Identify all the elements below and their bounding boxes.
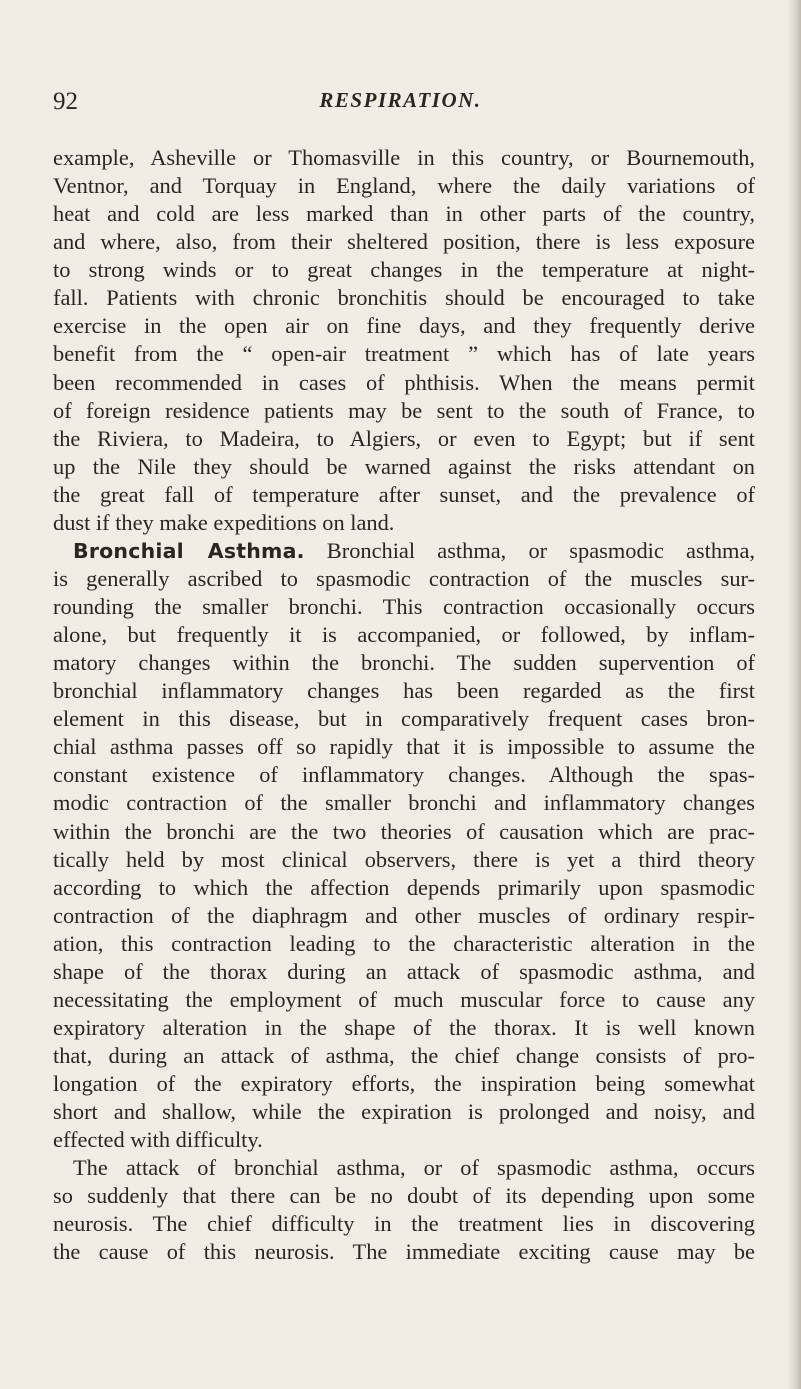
text-line: neurosis. The chief difficulty in the treatment lies in discovering xyxy=(53,1211,755,1237)
text-line: The attack of bronchial asthma, or of spasmodic asthma, occurs xyxy=(73,1155,755,1181)
text-line: bronchial inflammatory changes has been regarded as the first xyxy=(53,678,755,704)
text-line: example, Asheville or Thomasville in this country, or Bournemouth, xyxy=(53,145,755,170)
text-line: constant existence of inflammatory changes. Although the spas- xyxy=(53,762,755,788)
text-line: ation, this contraction leading to the characteristic alteration in the xyxy=(53,930,755,956)
text-line: the cause of this neurosis. The immediate exciting cause may be xyxy=(53,1239,755,1265)
text-line: heat and cold are less marked than in other parts of the country, xyxy=(53,201,755,227)
text-line: expiratory alteration in the shape of the thorax. It is well known xyxy=(53,1014,755,1040)
section-heading: Bronchial Asthma. xyxy=(73,538,305,563)
text-line: benefit from the “ open-air treatment ” which has of late years xyxy=(53,341,755,367)
running-title: RESPIRATION. xyxy=(319,88,482,112)
text-line: matory changes within the bronchi. The sudden supervention of xyxy=(53,650,755,676)
text-line: to strong winds or to great changes in the temperature at night- xyxy=(53,257,755,283)
text-line: chial asthma passes off so rapidly that it is impossible to assume the xyxy=(53,734,755,760)
text-line: exercise in the open air on fine days, and they frequently derive xyxy=(53,313,755,339)
running-head xyxy=(53,88,748,118)
text-line: longation of the expiratory efforts, the inspiration being somewhat xyxy=(53,1071,755,1097)
text-line: within the bronchi are the two theories of causation which are prac- xyxy=(53,818,755,844)
text-line: fall. Patients with chronic bronchitis should be encouraged to take xyxy=(53,285,755,311)
section-first-line xyxy=(53,537,755,565)
text-line: shape of the thorax during an attack of spasmodic asthma, and xyxy=(53,958,755,984)
text-line: been recommended in cases of phthisis. When the means permit xyxy=(53,369,755,395)
text-line: that, during an attack of asthma, the chief change consists of pro- xyxy=(53,1043,755,1068)
text-line: effected with difficulty. xyxy=(53,1127,263,1153)
section-first-line-text: Bronchial asthma, or spasmodic asthma, xyxy=(326,537,756,563)
text-line: the Riviera, to Madeira, to Algiers, or even to Egypt; but if sent xyxy=(53,425,755,451)
text-line: of foreign residence patients may be sent to the south of France, to xyxy=(53,397,755,423)
text-line: modic contraction of the smaller bronchi and inflammatory changes xyxy=(53,790,755,816)
text-line: necessitating the employment of much muscular force to cause any xyxy=(53,986,755,1012)
text-line: short and shallow, while the expiration is prolonged and noisy, and xyxy=(53,1099,755,1125)
page-number: 92 xyxy=(53,88,78,115)
body-text xyxy=(53,144,755,1267)
text-line: and where, also, from their sheltered position, there is less exposure xyxy=(53,229,755,255)
text-line: up the Nile they should be warned against the risks attendant on xyxy=(53,453,755,479)
text-line: so suddenly that there can be no doubt of its depending upon some xyxy=(53,1183,755,1209)
text-line: according to which the affection depends primarily upon spasmodic xyxy=(53,874,755,900)
text-line: rounding the smaller bronchi. This contraction occasionally occurs xyxy=(53,594,755,619)
text-line: tically held by most clinical observers, there is yet a third theory xyxy=(53,846,755,872)
text-line: alone, but frequently it is accompanied, or followed, by inflam- xyxy=(53,622,755,648)
page-edge-shadow xyxy=(787,0,801,1389)
text-line: the great fall of temperature after sunset, and the prevalence of xyxy=(53,481,755,507)
text-line: dust if they make expeditions on land. xyxy=(53,509,395,535)
text-line: Ventnor, and Torquay in England, where the daily variations of xyxy=(53,173,755,199)
text-line: element in this disease, but in comparatively frequent cases bron- xyxy=(53,706,755,732)
text-line: contraction of the diaphragm and other muscles of ordinary respir- xyxy=(53,902,755,928)
text-line: is generally ascribed to spasmodic contraction of the muscles sur- xyxy=(53,565,755,591)
